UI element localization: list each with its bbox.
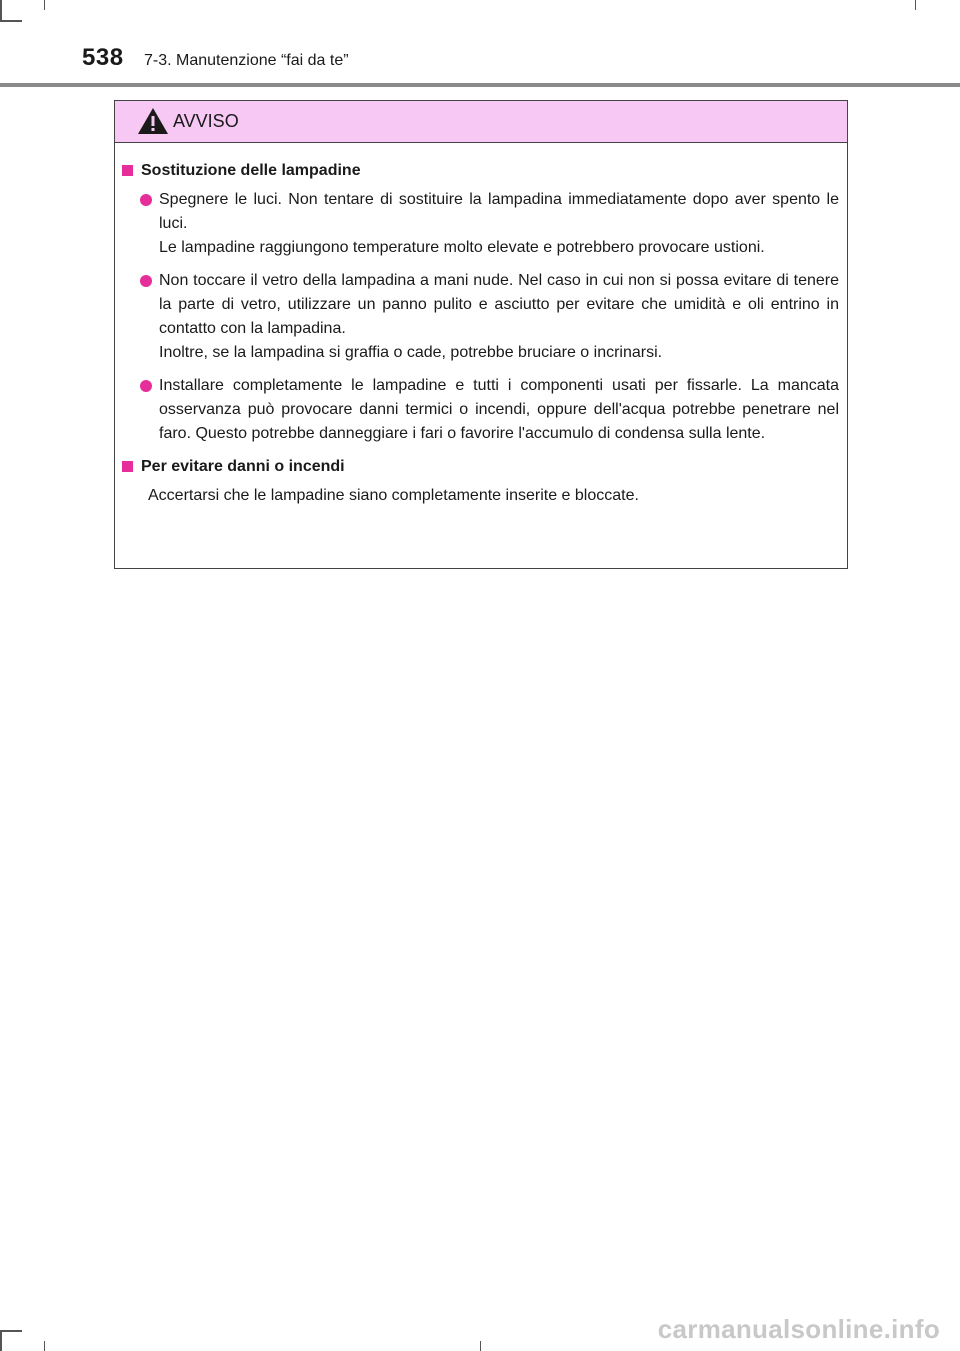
list-item <box>122 269 839 365</box>
crop-mark <box>915 0 916 10</box>
crop-mark <box>0 1330 22 1332</box>
list-item <box>122 188 839 260</box>
subheading-bulb-replacement <box>122 159 839 183</box>
warning-body <box>115 143 847 508</box>
warning-label: AVVISO <box>173 111 239 131</box>
bullet-text: Spegnere le luci. Non tentare di sostituire la lampadina immediatamente dopo aver spento le luci. <box>159 191 839 232</box>
warning-header <box>115 101 847 143</box>
circle-bullet-icon <box>140 380 152 392</box>
section-title: 7-3. Manutenzione “fai da te” <box>144 52 349 69</box>
page-number: 538 <box>82 44 124 71</box>
bullet-text: Installare completamente le lampadine e tutti i componenti usati per fissarle. La mancata osservanza può provocare danni termici o incendi, oppure dell'acqua potrebbe penetrare nel faro. Questo potrebbe danneggiare i fari o favorire l'accumulo di condensa sulla lente. <box>159 377 839 442</box>
crop-mark <box>0 20 22 22</box>
circle-bullet-icon <box>140 194 152 206</box>
square-bullet-icon <box>122 461 133 472</box>
bullet-text: Le lampadine raggiungono temperature molto elevate e potrebbero provocare ustioni. <box>159 239 765 256</box>
bullet-text: Non toccare il vetro della lampadina a mani nude. Nel caso in cui non si possa evitare di tenere la parte di vetro, utilizzare un panno pulito e asciutto per evitare che umidità e oli entrino in contatto con la lampadina. <box>159 272 839 337</box>
watermark: carmanualsonline.info <box>657 1314 940 1344</box>
subheading-text: Per evitare danni o incendi <box>141 458 345 475</box>
warning-box <box>114 100 848 569</box>
circle-bullet-icon <box>140 275 152 287</box>
crop-mark <box>480 1341 481 1351</box>
crop-mark <box>44 1341 45 1351</box>
subheading-avoid-damage <box>122 455 839 479</box>
subheading-text: Sostituzione delle lampadine <box>141 162 361 179</box>
warning-triangle-icon <box>137 107 169 135</box>
crop-mark <box>0 1330 2 1351</box>
crop-mark <box>44 0 45 10</box>
square-bullet-icon <box>122 165 133 176</box>
header-rule <box>0 83 960 87</box>
crop-mark <box>0 0 2 22</box>
bullet-text: Inoltre, se la lampadina si graffia o cade, potrebbe bruciare o incrinarsi. <box>159 344 663 361</box>
list-item <box>122 374 839 446</box>
paragraph-text: Accertarsi che le lampadine siano completamente inserite e bloccate. <box>148 487 639 504</box>
